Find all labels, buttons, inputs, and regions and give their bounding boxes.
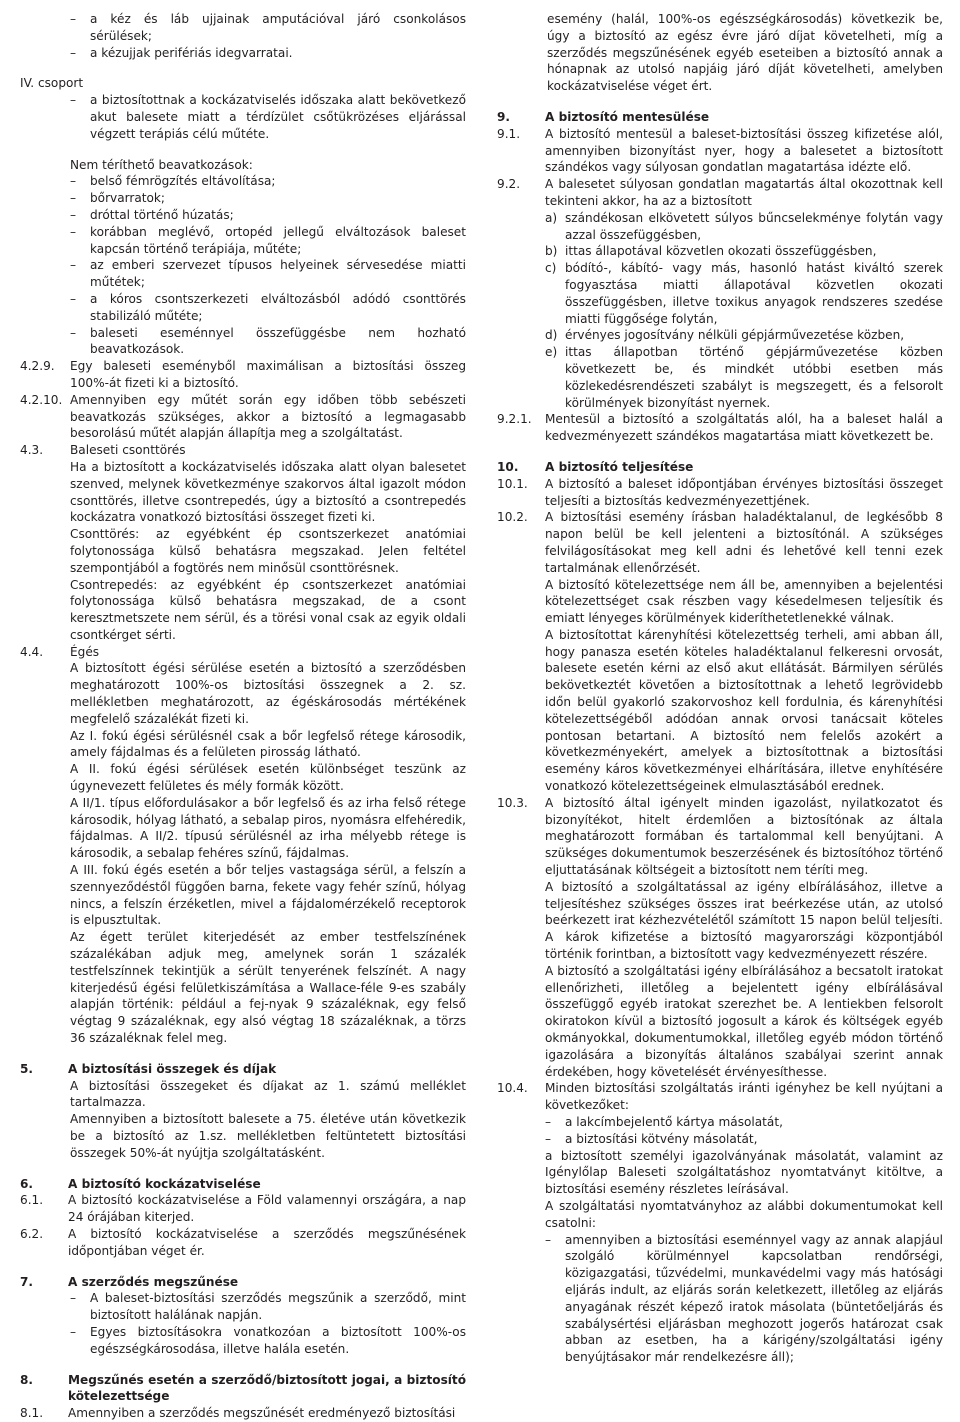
section-text: Mentesül a biztosító a szolgáltatás alól, ha a baleset halál a kedvezményezett szándékos magatartása miatt következett be. [545,412,943,444]
section-number: 4.2.9. [20,359,55,374]
section-number: 10.1. [497,476,528,491]
paragraph: A biztosítási esemény írásban haladéktalanul, de legkésőbb 8 napon belül be kell jelenteni a biztosítónál. A szükséges felvilágosításokat meg kell adni és lehetővé kell tenni ezek tartalmának ellenőrzését. [545,510,943,575]
section-number: 9. [497,109,511,124]
section-number: 9.1. [497,126,521,141]
section-number: 10. [497,459,519,474]
section-number: 9.2.1. [497,412,532,427]
paragraph: A II/1. típus előfordulásakor a bőr legfelső és az irha felső rétege károsodik, hólyag látható, a sebalap piros, nyomásra elfehéredik, fájdalmas. A II/2. típusú sérülésnél az irha mélyebb rétege is károsodik, a sebalap fehéres színű, fájdalmas. [70,795,466,861]
section-number: 6.1. [20,1193,44,1208]
left-column [20,11,466,1422]
section-9-heading [497,109,943,126]
section-5-heading [20,1061,466,1078]
paragraph: A biztosítási összegeket és díjakat az 1. számú melléklet tartalmazza. [70,1078,466,1110]
paragraph: A II. fokú égési sérülések esetén különbséget teszünk az úgynevezett felületes és mély formák között. [70,762,466,794]
list-item: a) szándékosan elkövetett súlyos bűncselekménye folytán vagy azzal összefüggésben, [545,210,943,242]
list-item: – a kézujjak perifériás idegvarratai. [70,45,293,60]
section-number: 10.4. [497,1081,528,1096]
list-item: – korábban meglévő, ortopéd jellegű elváltozások baleset kapcsán történő terápiája, műtéte; [70,224,466,256]
list-item: – belső fémrögzítés eltávolítása; [70,174,276,189]
section-number: 8. [20,1372,34,1387]
section-number: 9.2. [497,177,521,192]
continued-paragraph: esemény (halál, 100%-os egészségkárosodás) következik be, úgy a biztosító az egész évre járó díjat követelheti, míg a szerződés megszűnésének egyéb eseteiben a biztosító annak a hónapnak az utolsó napjáig járó díját követelheti, amelyben kockázatviselése véget ért. [547,12,943,94]
section-6-1 [20,1192,466,1226]
right-column [497,11,943,1366]
paragraph: A szolgáltatási nyomtatványhoz az alábbi dokumentumokat kell csatolni: [545,1198,943,1230]
list-item: – dróttal történő húzatás; [70,207,234,222]
paragraph: Amennyiben a biztosított balesete a 75. életéve után következik be a biztosító az 1.sz. mellékletben feltüntetett biztosítási összegek 50%-át nyújtja szolgáltatásként. [70,1112,466,1160]
paragraph: Az I. fokú égési sérülésnél csak a bőr legfelső rétege károsodik, amely fájdalmas és a felületen pirosság látható. [70,728,466,760]
paragraph: A biztosító a szolgáltatási igény elbírálásához a becsatolt iratokat ellenőrizheti, illetőleg a bejelentett igény elbírálásával összefüggő egyéb iratokat szerezhet be. A lentiekben felsorolt okiratokon kívül a biztosító jogosult a károk és költségek egyéb okmányokkal, dokumentumokkal, illetőleg egyéb módon történő igazolására a bizonyítás általános szabályai szerint annak érdekében, hogy követelését érvényesíthesse. [545,963,943,1079]
section-number: 7. [20,1274,34,1289]
paragraph: Csontrepedés: az egyébként ép csontszerkezet anatómiai folytonossága külső behatásra megszakad, de a csont keresztmetszete nem sérül, és a törési vonal csak az egyik oldali csontkérget sérti. [70,577,466,642]
section-title: A biztosító mentesülése [545,109,710,124]
section-8-1 [20,1405,466,1422]
section-4-2-10 [20,392,466,442]
list-item: – a kéz és láb ujjainak amputációval járó csonkolásos sérülések; [70,12,466,43]
group-label: IV. csoport [20,76,84,91]
section-9-2 [497,176,943,411]
list-item: d) érvényes jogosítvány nélküli gépjárművezetése közben, [545,328,905,343]
list-item: – Egyes biztosításokra vonatkozóan a biztosított 100%-os egészségkárosodása, illetve halála esetén. [70,1324,466,1356]
section-title: A szerződés megszűnése [68,1274,239,1289]
list-item: b) ittas állapotával közvetlen okozati összefüggésben, [545,244,877,259]
section-text: A biztosító kockázatviselése a szerződés megszűnésének időpontjában véget ér. [68,1226,466,1258]
section-8-heading [20,1372,466,1406]
section-number: 6. [20,1176,34,1191]
section-number: 6.2. [20,1226,44,1241]
paragraph: A biztosító által igényelt minden igazolást, nyilatkozatot és bizonyítékot, hitelt érdemlően a biztosítónak az általa meghatározott formában és tartalommal kell benyújtani. A szükséges dokumentumok beszerzésének és biztosítóhoz történő eljuttatásának költségeit a biztosított nem téríti meg. [545,795,943,878]
section-number: 10.3. [497,795,528,810]
section-text: A biztosító mentesül a baleset-biztosítási összeg kifizetése alól, amennyiben bizonyítást nyer, hogy a balesetet a biztosított szándékos vagy súlyosan gondatlan magatartása idézte elő. [545,126,943,175]
paragraph: A biztosítottat kárenyhítési kötelezettség terheli, ami abban áll, hogy panasza esetén köteles haladéktalanul felkeresni orvosát, balesete esetén kérni az első akut ellátását. Bármilyen sérülés bekövetkeztét követően a biztosítottnak a lehető legrövidebb időn belül gyakorló szakorvoshoz kell fordulnia, és kárenyhítési kötelezettségéből adódóan annak orvosi tanácsait köteles pontosan betartani. A biztosító nem felelős azokért a következményekért, amelyek a biztosítottnak a biztosítási esemény káros következményei elhárítására, illetve enyhítésére vonatkozó kötelezettségeinek elmulasztásából erednek. [545,627,943,794]
section-6-heading [20,1176,466,1193]
section-title: Megszűnés esetén a szerződő/biztosított jogai, a biztosító kötelezettsége [68,1372,466,1404]
list-item: – a kóros csontszerkezeti elváltozásból adódó csonttörés stabilizáló műtéte; [70,291,466,323]
paragraph: A biztosított égési sérülése esetén a biztosító a szerződésben meghatározott 100%-os biztosítási összegnek a 2. sz. mellékletben meghatározott, az égéskárosodás mértékének megfelelő százalékát fizeti ki. [70,661,466,726]
section-number: 8.1. [20,1406,44,1421]
section-4-4 [20,644,466,1047]
section-title: A biztosító kockázatviselése [68,1176,261,1191]
paragraph: A biztosító kötelezettsége nem áll be, amennyiben a bejelentési kötelezettséget csak részben vagy késedelmesen teljesítik és emiatt lényeges körülmények kideríthetetlenekké válnak. [545,577,943,626]
section-10-heading [497,459,943,476]
list-item: e) ittas állapotban történő gépjárművezetése közben következett be, és mindkét utóbbi esetben más közlekedésrendészeti szabályt is megszegett, és a felsorolt körülmények bizonyítást nyernek. [545,345,943,410]
section-10-2 [497,509,943,795]
section-10-4 [497,1080,943,1366]
section-title: Égés [70,644,100,659]
paragraph: Ha a biztosított a kockázatviselés időszaka alatt olyan balesetet szenved, melynek következménye szakorvos által igazolt módon csonttörés, illetve csontrepedés, úgy a biztosító a csontrepedés kockázatra vonatkozó biztosítási összeget fizeti ki. [70,459,466,525]
section-title: A biztosítási összegek és díjak [68,1061,277,1076]
paragraph: A III. fokú égés esetén a bőr teljes vastagsága sérül, a felszín a szennyeződéstől függően barna, fekete vagy fehér színű, hólyag nincs, a felszín érzéketlen, mivel a fájdalomérzékelő receptorok is elpusztultak. [70,863,466,928]
section-text: Amennyiben a szerződés megszűnését eredményező biztosítási [68,1406,456,1421]
section-title: A biztosító teljesítése [545,459,694,474]
paragraph: a biztosított személyi igazolványának másolatát, valamint az Igénylőlap Baleseti szolgáltatáshoz nyomtatványt kitöltve, a biztosítási esemény részletes leírásával. [545,1148,943,1197]
section-4-2-9 [20,358,466,392]
nonrefund-list [70,173,466,358]
section-title: Baleseti csonttörés [70,443,186,458]
section-number: 10.2. [497,510,528,525]
section-number: 4.4. [20,644,44,659]
list-item: c) bódító-, kábító- vagy más, hasonló hatást kiváltó szerek fogyasztása miatti állapotával közvetlen okozati összefüggésben, illetve toxikus anyagok rendszeres szedése miatti függősége folytán, [545,261,943,326]
section-10-3 [497,795,943,1081]
section-4-3 [20,442,466,644]
list-item: – bőrvarratok; [70,191,165,206]
section-number: 5. [20,1061,34,1076]
list-item: – amennyiben a biztosítási eseménnyel vagy az annak alapjául szolgáló körülménnyel kapcsolatban rendőrségi, közigazgatási, tűzvédelmi, munkavédelmi vagy más hatósági eljárás indult, az eljárás során keletkezett, illetőleg az eljárás anyagának részét képező iratok másolata (büntetőeljárás és szabálysértési eljárásban meghozott jogerős határozat csak abban az esetben, ha a kárigény/szolgáltatási igény benyújtásakor már rendelkezésre áll); [545,1232,943,1365]
section-text: Amennyiben egy műtét során egy időben több sebészeti beavatkozás szükséges, akkor a biztosító a legmagasabb besorolású műtét alapján állapítja meg a szolgáltatást. [70,392,466,441]
section-text: A biztosító a baleset időpontjában érvényes biztosítási összeget teljesíti a biztosítás kedvezményezettjének. [545,476,943,508]
section-9-2-1 [497,411,943,445]
nonrefund-title: Nem téríthető beavatkozások: [70,157,253,172]
list-item: – a biztosítási kötvény másolatát, [545,1131,758,1146]
list-item: – az emberi szervezet típusos helyeinek sérvesedése miatti műtétek; [70,258,466,290]
list-item: – a lakcímbejelentő kártya másolatát, [545,1115,783,1129]
paragraph: Csonttörés: az egyébként ép csontszerkezet anatómiai folytonossága külső behatásra megszakad. Jelen feltétel szempontjából a fogtörés nem minősül csonttörésnek. [70,527,466,575]
list-item: – a biztosítottnak a kockázatviselés időszaka alatt bekövetkező akut balesete miatt a térdízület csőtükrözéses eljárással végzett terápiás célú műtéte. [70,93,466,141]
section-10-1 [497,476,943,510]
section-9-1 [497,126,943,176]
section-text: A biztosító kockázatviselése a Föld valamennyi országára, a nap 24 órájában kiterjed. [68,1193,466,1225]
section-text: Minden biztosítási szolgáltatás iránti igényhez be kell nyújtani a következőket: [545,1081,943,1113]
intro-list [70,11,466,61]
section-text: Egy baleseti eseményből maximálisan a biztosítási összeg 100%-át fizeti ki a biztosító. [70,359,466,390]
group-list [70,92,466,142]
section-number: 4.3. [20,443,44,458]
paragraph: A biztosító a szolgáltatással az igény elbírálásához, illetve a teljesítéshez szükséges összes irat beérkezése után, az utolsó beérkezett irat kézhezvételétől számított 15 napon belül teljesíti. A károk kifizetése a biztosító magyarországi központjából történik forintban, a biztosított vagy kedvezményezett részére. [545,879,943,962]
list-item: – A baleset-biztosítási szerződés megszűnik a szerződő, mint biztosított halálának napján. [70,1291,466,1323]
section-text: A balesetet súlyosan gondatlan magatartás által okozottnak kell tekinteni akkor, ha az a biztosított [545,177,943,208]
section-number: 4.2.10. [20,392,63,407]
paragraph: Az égett terület kiterjedését az ember testfelszínének százalékában adjuk meg, amelynek során 1 százalék testfelszínnek tekintjük a sérült tenyerének felszínét. A nagy kiterjedésű égési felületkiszámítása a Wallace-féle 9-es szabály alapján történik: például a fej-nyak 9 százaléknak, egy felső végtag 9 százaléknak, egy alsó végtag 18 százaléknak, a törzs 36 százaléknak felel meg. [70,930,466,1046]
section-7-heading [20,1274,466,1291]
list-item: – baleseti eseménnyel összefüggésbe nem hozható beavatkozások. [70,325,466,357]
section-6-2 [20,1226,466,1260]
